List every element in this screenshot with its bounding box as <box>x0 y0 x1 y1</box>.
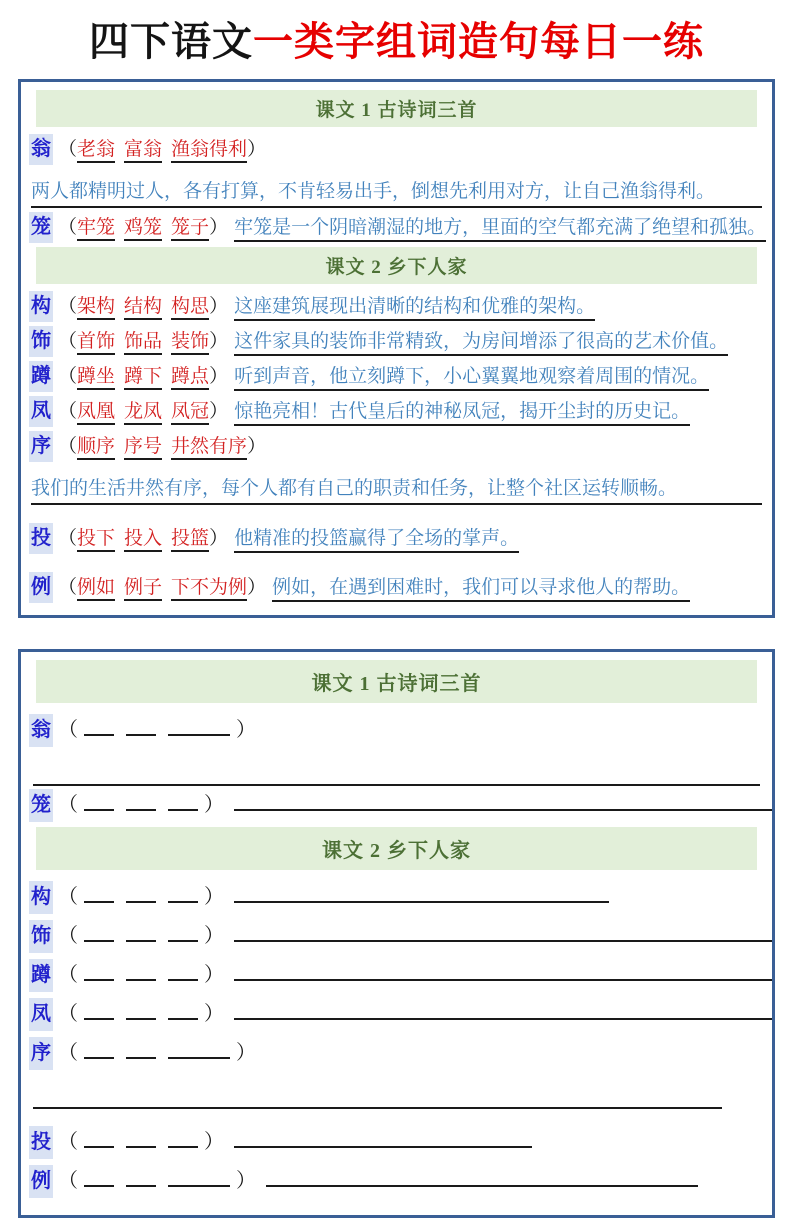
target-character: 序 <box>29 431 53 462</box>
lesson-2-header: 课文 2 乡下人家 <box>36 827 757 870</box>
entry-row-long <box>25 210 768 245</box>
word-group <box>58 331 228 352</box>
word-group <box>58 217 228 238</box>
blank-word-group <box>58 1131 224 1153</box>
blank-slot <box>126 1039 156 1059</box>
word: 序号 <box>124 436 162 460</box>
blank-slot <box>84 1167 114 1187</box>
blank-word-group <box>58 1042 256 1064</box>
lesson-1-header: 课文 1 古诗词三首 <box>36 660 757 703</box>
practice-row-long <box>25 786 768 825</box>
blank-slot <box>168 1128 198 1148</box>
blank-slot <box>84 716 114 736</box>
blank-slot <box>126 1167 156 1187</box>
word-group <box>58 401 228 422</box>
word-group <box>58 366 228 387</box>
example-sentence: 他精准的投篮赢得了全场的掌声。 <box>234 528 519 553</box>
blank-slot <box>168 961 198 981</box>
word: 蹲点 <box>171 366 209 390</box>
blank-word-group <box>58 925 224 947</box>
target-character: 凤 <box>29 396 53 427</box>
practice-row-tou <box>25 1123 768 1162</box>
word: 结构 <box>124 296 162 320</box>
word: 井然有序 <box>171 436 247 460</box>
word: 渔翁得利 <box>171 139 247 163</box>
spacer <box>25 556 768 570</box>
word-group <box>58 577 266 598</box>
blank-slot <box>84 922 114 942</box>
blank-slot <box>84 1128 114 1148</box>
practice-row-xu <box>25 1034 768 1073</box>
title-main: 一类字组词造句每日一练 <box>253 19 704 64</box>
lesson-2-header: 课文 2 乡下人家 <box>36 247 757 284</box>
practice-row-gou <box>25 878 768 917</box>
example-sentence: 这件家具的装饰非常精致，为房间增添了很高的艺术价值。 <box>234 331 728 356</box>
target-character: 饰 <box>29 920 53 953</box>
word: 蹲下 <box>124 366 162 390</box>
entry-row-dun <box>25 359 768 394</box>
practice-row-shi <box>25 917 768 956</box>
blank-word-group <box>58 794 224 816</box>
target-character: 构 <box>29 291 53 322</box>
blank-slot <box>168 883 198 903</box>
blank-slot <box>168 1039 230 1059</box>
blank-slot <box>84 961 114 981</box>
blank-slot <box>126 1128 156 1148</box>
target-character: 蹲 <box>29 959 53 992</box>
target-character: 例 <box>29 572 53 603</box>
word: 凤凰 <box>77 401 115 425</box>
word: 例子 <box>124 577 162 601</box>
blank-slot <box>168 716 230 736</box>
word: 顺序 <box>77 436 115 460</box>
word: 富翁 <box>124 139 162 163</box>
word: 牢笼 <box>77 217 115 241</box>
target-character: 例 <box>29 1165 53 1198</box>
example-sentence: 牢笼是一个阴暗潮湿的地方，里面的空气都充满了绝望和孤独。 <box>234 217 766 242</box>
entry-row-li <box>25 570 768 605</box>
example-sentence: 例如，在遇到困难时，我们可以寻求他人的帮助。 <box>272 577 690 602</box>
blank-word-group <box>58 886 224 908</box>
blank-word-group <box>58 1003 224 1025</box>
sentence-write-line <box>234 883 609 903</box>
blank-slot <box>84 883 114 903</box>
practice-row-li <box>25 1162 768 1201</box>
entry-row-xu <box>25 429 768 464</box>
target-character: 投 <box>29 523 53 554</box>
blank-slot <box>126 961 156 981</box>
blank-word-group <box>58 1170 256 1192</box>
blank-slot <box>168 1000 198 1020</box>
word-group <box>58 436 266 457</box>
spacer <box>25 1109 768 1123</box>
word: 构思 <box>171 296 209 320</box>
target-character: 笼 <box>29 789 53 822</box>
word: 首饰 <box>77 331 115 355</box>
example-sentence: 听到声音，他立刻蹲下，小心翼翼地观察着周围的情况。 <box>234 366 709 391</box>
target-character: 构 <box>29 881 53 914</box>
word: 鸡笼 <box>124 217 162 241</box>
target-character: 投 <box>29 1126 53 1159</box>
page-title <box>0 0 793 64</box>
word: 龙凤 <box>124 401 162 425</box>
word-group <box>58 139 266 160</box>
blank-slot <box>84 791 114 811</box>
practice-row-feng <box>25 995 768 1034</box>
word: 笼子 <box>171 217 209 241</box>
spacer <box>25 507 768 521</box>
sentence-write-line <box>234 1000 772 1020</box>
blank-slot <box>126 1000 156 1020</box>
blank-slot <box>84 1039 114 1059</box>
sentence-write-line <box>234 1128 532 1148</box>
example-sentence: 这座建筑展现出清晰的结构和优雅的架构。 <box>234 296 595 321</box>
word: 例如 <box>77 577 115 601</box>
word: 架构 <box>77 296 115 320</box>
blank-slot <box>168 1167 230 1187</box>
word-group <box>58 296 228 317</box>
blank-slot <box>126 922 156 942</box>
word: 饰品 <box>124 331 162 355</box>
practice-row-dun <box>25 956 768 995</box>
word: 投篮 <box>171 528 209 552</box>
practice-row-weng <box>25 711 768 750</box>
sentence-write-line <box>33 774 760 786</box>
target-character: 翁 <box>29 134 53 165</box>
practice-box <box>18 649 775 1218</box>
word: 蹲坐 <box>77 366 115 390</box>
sentence-write-line <box>33 1097 722 1109</box>
target-character: 凤 <box>29 998 53 1031</box>
target-character: 蹲 <box>29 361 53 392</box>
sentence-write-line <box>234 922 772 942</box>
target-character: 翁 <box>29 714 53 747</box>
blank-slot <box>84 1000 114 1020</box>
word: 下不为例 <box>171 577 247 601</box>
sentence-write-line <box>234 791 772 811</box>
entry-row-shi <box>25 324 768 359</box>
blank-slot <box>126 791 156 811</box>
blank-word-group <box>58 719 256 741</box>
target-character: 饰 <box>29 326 53 357</box>
word-group <box>58 528 228 549</box>
blank-slot <box>126 883 156 903</box>
entry-row-feng <box>25 394 768 429</box>
sentence-write-line <box>234 961 772 981</box>
blank-slot <box>126 716 156 736</box>
word: 老翁 <box>77 139 115 163</box>
blank-slot <box>168 922 198 942</box>
blank-slot <box>168 791 198 811</box>
word: 装饰 <box>171 331 209 355</box>
title-prefix: 四下语文 <box>89 19 253 64</box>
example-sentence: 两人都精明过人，各有打算，不肯轻易出手，倒想先利用对方，让自己渔翁得利。 <box>31 173 762 208</box>
example-sentence: 我们的生活井然有序，每个人都有自己的职责和任务，让整个社区运转顺畅。 <box>31 470 762 505</box>
sentence-write-line <box>266 1167 698 1187</box>
word: 投入 <box>124 528 162 552</box>
entry-row-gou <box>25 289 768 324</box>
target-character: 笼 <box>29 212 53 243</box>
example-sentence: 惊艳亮相！古代皇后的神秘凤冠，揭开尘封的历史记。 <box>234 401 690 426</box>
entry-row-tou <box>25 521 768 556</box>
answer-key-box <box>18 79 775 618</box>
blank-word-group <box>58 964 224 986</box>
word: 投下 <box>77 528 115 552</box>
word: 凤冠 <box>171 401 209 425</box>
target-character: 序 <box>29 1037 53 1070</box>
lesson-1-header: 课文 1 古诗词三首 <box>36 90 757 127</box>
entry-row-weng <box>25 132 768 167</box>
